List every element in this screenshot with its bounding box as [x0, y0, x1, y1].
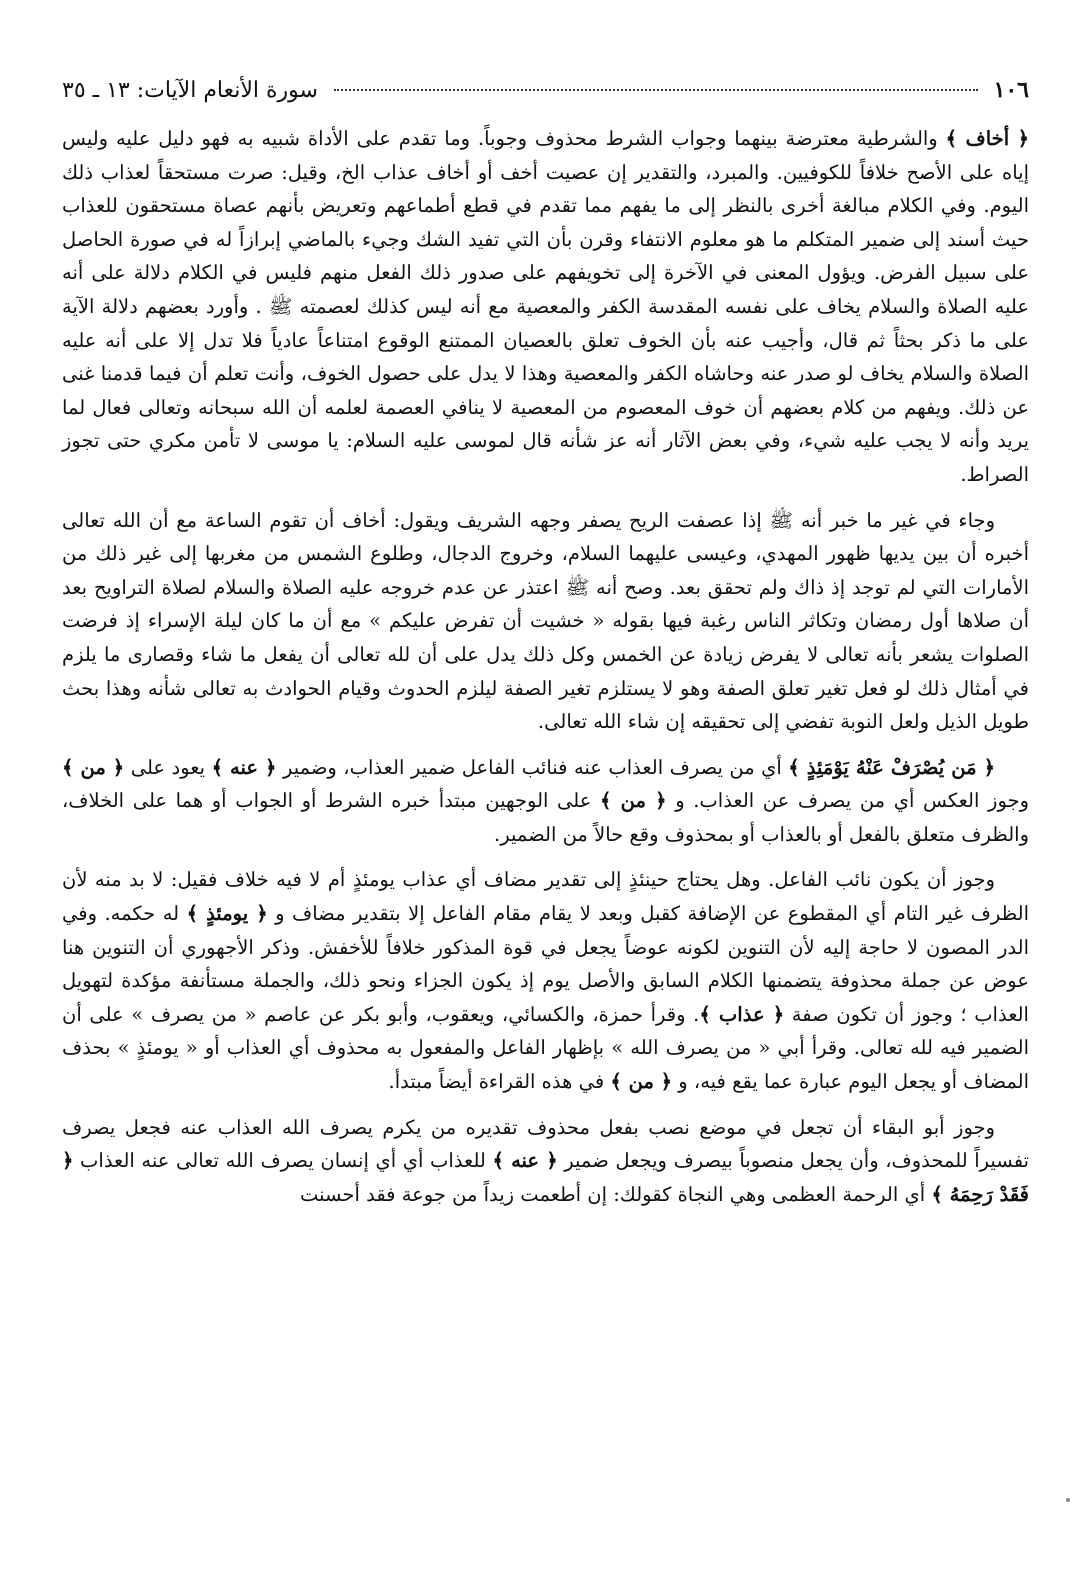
- quran-quote: ﴿ يومئذٍ ﴾: [186, 902, 268, 926]
- quran-quote: ﴿ عنه ﴾: [211, 755, 277, 779]
- text-run: . وقرأ حمزة، والكسائي، ويعقوب، وأبو بكر عن عاصم « من يصرف » على أن الضمير فيه لله تعالى. وقرأ أبي « من يصرف الله » بإظهار الفاعل والمفعول به محذوف أي العذاب أو « يومئذٍ » بحذف المضاف أو يجعل اليوم عبارة عما يقع فيه، و: [62, 1002, 1029, 1094]
- quran-quote: ﴿ من ﴾: [610, 1070, 673, 1094]
- header-leader-dots: [334, 89, 978, 91]
- paragraph: [62, 751, 1029, 852]
- quran-quote: ﴿ من ﴾: [600, 789, 667, 813]
- text-run: وجاء في غير ما خبر أنه ﷺ إذا عصفت الريح يصفر وجهه الشريف ويقول: أخاف أن تقوم الساعة مع أن الله تعالى أخبره أن بين يديها ظهور المهدي، وعيسى عليهما السلام، وخروج الدجال، وطلوع الشمس من مغربها إلى غير ذلك من الأمارات التي لم توجد إذ ذاك ولم تحقق بعد. وصح أنه ﷺ اعتذر عن عدم خروجه عليه الصلاة والسلام لصلاة التراويح بعد أن صلاها أول رمضان وتكاثر الناس رغبة فيها بقوله « خشيت أن تفرض عليكم » مع أن ما كان ليلة الإسراء إذ فرضت الصلوات يشعر بأنه تعالى لا يفرض زيادة عن الخمس وكل ذلك يدل على أن لله تعالى أن يفعل ما شاء وقصارى ما يلزم في أمثال ذلك لو فعل تغير تعلق الصفة وهو لا يستلزم تغير الصفة ليلزم الحدوث وقيام الحوادث به تعالى شأنه وهذا بحث طويل الذيل ولعل النوبة تفضي إلى تحقيقه إن شاء الله تعالى.: [62, 508, 1029, 734]
- paragraph: [62, 1111, 1029, 1212]
- paragraph: [62, 122, 1029, 492]
- quran-quote: ﴿ من ﴾: [62, 755, 125, 779]
- quran-quote: ﴿ فَقَدْ رَحِمَهُ ﴾: [62, 1149, 1029, 1206]
- text-run: والشرطية معترضة بينهما وجواب الشرط محذوف وجوباً. وما تقدم على الأداة شبيه به فهو دليل عليه وليس إياه على الأصح خلافاً للكوفيين. والمبرد، والتقدير إن عصيت أخف أو أخاف عذاب الخ، وقيل: صرت مستحقاً لعذاب ذلك اليوم. وفي الكلام مبالغة أخرى بالنظر إلى ما يفهم مما تقدم في قطع أطماعهم وتعريض بأنهم عصاة مستحقون للعذاب حيث أسند إلى ضمير المتكلم ما هو معلوم الانتفاء وقرن بأن التي تفيد الشك وجيء بالماضي إبرازاً له في صورة الحاصل على سبيل الفرض. ويؤول المعنى في الآخرة إلى تخويفهم على صدور ذلك الفعل منهم فليس في الكلام دلالة على أنه عليه الصلاة والسلام يخاف على نفسه المقدسة الكفر والمعصية مع أنه ليس كذلك لعصمته ﷺ . وأورد بعضهم دلالة الآية على ما ذكر بحثاً ثم قال، وأجيب عنه بأن الخوف تعلق بالعصيان الممتنع الوقوع امتناعاً عادياً فلا تدل إلا على أنه عليه الصلاة والسلام يخاف لو صدر عنه وحاشاه الكفر والمعصية وهذا لا يدل على حصول الخوف، وأنت تعلم أن فيما قدمنا غنى عن ذلك. ويفهم من كلام بعضهم أن خوف المعصوم من المعصية لا ينافي العصمة لعلمه أن الله سبحانه وتعالى فعال لما يريد وأنه لا يجب عليه شيء، وفي بعض الآثار أنه عز شأنه قال لموسى عليه السلام: يا موسى لا تأمن مكري حتى تجوز الصراط.: [62, 127, 1029, 486]
- page-header: [62, 70, 1029, 110]
- text-run: وجوز العكس أي من يصرف عن العذاب. و: [666, 789, 1029, 813]
- paragraph: [62, 504, 1029, 739]
- quran-quote: ﴿ عنه ﴾: [492, 1149, 558, 1173]
- text-run: على الوجهين مبتدأ خبره الشرط أو الجواب أو هما على الخلاف، والظرف متعلق بالفعل أو بالعذاب أو بمحذوف وقع حالاً من الضمير.: [62, 789, 1029, 846]
- running-title: سورة الأنعام الآيات: ١٣ ـ ٣٥: [62, 77, 318, 103]
- scan-speck: [1066, 1498, 1070, 1502]
- quran-quote: ﴿ مَن يُصْرَفْ عَنْهُ يَوْمَئِذٍ ﴾: [788, 755, 996, 779]
- text-run: في هذه القراءة أيضاً مبتدأ.: [388, 1070, 611, 1094]
- text-run: للعذاب أي أي إنسان يصرف الله تعالى عنه العذاب: [73, 1149, 493, 1173]
- body-text: [62, 122, 1029, 1223]
- quran-quote: ﴿ عذاب ﴾: [699, 1002, 785, 1026]
- text-run: يعود على: [124, 755, 212, 779]
- text-run: أي الرحمة العظمى وهي النجاة كقولك: إن أطعمت زيداً من جوعة فقد أحسنت: [299, 1182, 932, 1206]
- text-run: أي من يصرف العذاب عنه فنائب الفاعل ضمير العذاب، وضمير: [276, 755, 789, 779]
- paragraph: [62, 863, 1029, 1098]
- quran-quote: ﴿ أخاف ﴾: [945, 127, 1029, 150]
- text-run: له حكمه. وفي الدر المصون لا حاجة إليه لأن التنوين لكونه عوضاً يجعل في قوة المذكور خلافاً للأخفش. وذكر الأجهوري أن التنوين هنا عوض عن جملة محذوفة يتضمنها الكلام السابق والأصل يوم إذ يكون الجزاء ونحو ذلك، والجملة مستأنفة مؤكدة لتهويل العذاب ؛ وجوز أن تكون صفة: [62, 902, 1029, 1026]
- text-run: وجوز أبو البقاء أن تجعل في موضع نصب بفعل محذوف تقديره من يكرم يصرف الله العذاب عنه فجعل يصرف تفسيراً للمحذوف، وأن يجعل منصوباً بيصرف ويجعل ضمير: [62, 1115, 1029, 1173]
- text-run: وجوز أن يكون نائب الفاعل. وهل يحتاج حينئذٍ إلى تقدير مضاف أي عذاب يومئذٍ أم لا فيه خلاف فقيل: لا بد منه لأن الظرف غير التام أي المقطوع عن الإضافة كقبل وبعد لا يقام مقام الفاعل إلا بتقدير مضاف و: [62, 868, 1030, 926]
- page-number: ١٠٦: [993, 77, 1029, 103]
